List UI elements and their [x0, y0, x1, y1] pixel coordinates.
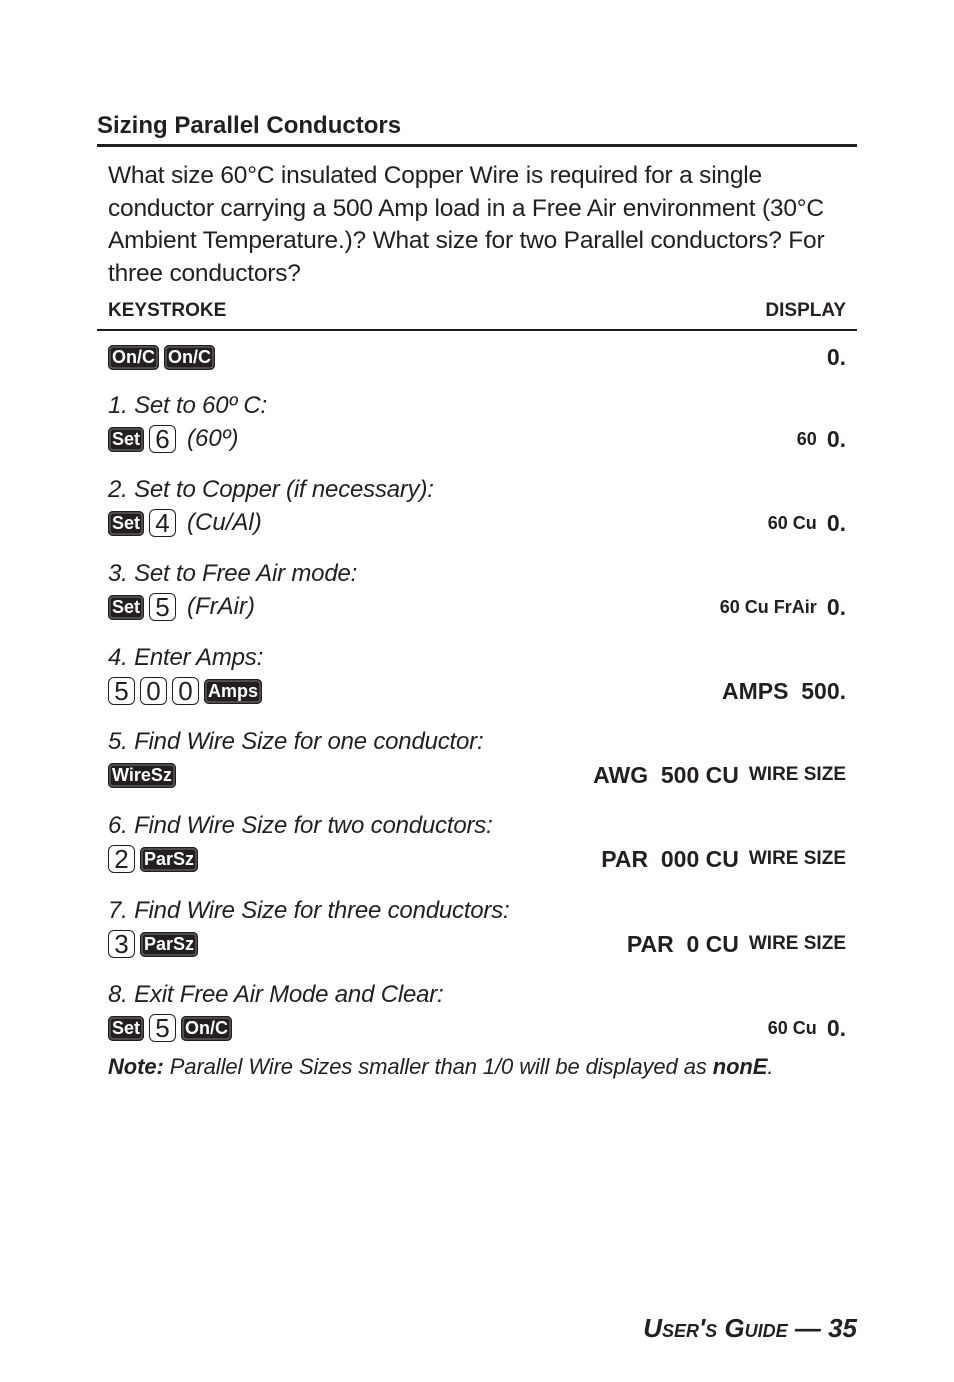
key-line — [108, 842, 846, 876]
key-digit-0: 0 — [140, 677, 167, 705]
keystroke-row — [108, 474, 846, 540]
key-line — [108, 1011, 846, 1045]
key-sequence — [108, 425, 238, 453]
key-amps: Amps — [204, 679, 262, 704]
key-sequence — [108, 509, 262, 537]
key-digit-3: 3 — [108, 930, 135, 958]
key-set: Set — [108, 595, 144, 620]
key-parsz: ParSz — [140, 847, 198, 872]
key-line — [108, 422, 846, 456]
display-value: AWG 500 CU — [593, 761, 739, 788]
key-line — [108, 506, 846, 540]
display-readout — [627, 927, 846, 961]
keystroke-row — [108, 810, 846, 876]
step-label: 2. Set to Copper (if necessary): — [108, 476, 434, 503]
key-note: (FrAir) — [187, 593, 255, 620]
key-line — [108, 674, 846, 708]
keystroke-row — [108, 895, 846, 961]
footnote-prefix: Note: — [108, 1054, 164, 1079]
key-line — [108, 590, 846, 624]
key-set: Set — [108, 1016, 144, 1041]
step-label: 3. Set to Free Air mode: — [108, 560, 358, 587]
key-sequence — [108, 1014, 232, 1042]
step-label: 8. Exit Free Air Mode and Clear: — [108, 981, 444, 1008]
display-readout — [768, 1011, 846, 1045]
display-readout — [722, 674, 846, 708]
display-readout — [797, 422, 846, 456]
display-readout — [768, 506, 846, 540]
key-on-c: On/C — [181, 1016, 232, 1041]
question-text: What size 60°C insulated Copper Wire is required for a single conductor carrying a 500 Amp load in a Free Air environment (30°C Ambient Temperature.)? What size for two Parallel conductors? For three conductors? — [108, 162, 825, 287]
key-digit-6: 6 — [149, 425, 176, 453]
key-line — [108, 758, 846, 792]
keystroke-row — [108, 726, 846, 792]
keystroke-row — [108, 642, 846, 708]
display-readout — [601, 842, 846, 876]
key-set: Set — [108, 427, 144, 452]
step-label: 7. Find Wire Size for three conductors: — [108, 897, 510, 924]
display-value: AMPS 500. — [722, 677, 846, 704]
key-set: Set — [108, 511, 144, 536]
key-sequence — [108, 930, 198, 958]
display-wire-size-label: WIRE SIZE — [748, 848, 846, 869]
display-value: 0. — [826, 425, 846, 452]
footnote-suffix: . — [767, 1054, 774, 1079]
key-line — [108, 927, 846, 961]
keystroke-row — [108, 558, 846, 624]
display-wire-size-label: WIRE SIZE — [748, 933, 846, 954]
keystroke-row — [108, 979, 846, 1045]
display-readout — [720, 590, 846, 624]
title-divider — [97, 144, 857, 147]
section-title: Sizing Parallel Conductors — [97, 112, 402, 139]
footnote-value: nonE — [712, 1054, 768, 1079]
key-sequence — [108, 763, 176, 788]
page-footer: User's Guide — 35 — [643, 1313, 857, 1343]
key-note: (Cu/Al) — [187, 509, 262, 536]
key-digit-4: 4 — [149, 509, 176, 537]
display-indicator: 60 Cu FrAir — [719, 596, 817, 617]
display-value: 0. — [826, 343, 846, 370]
footnote-text: Parallel Wire Sizes smaller than 1/0 will be displayed as — [163, 1054, 713, 1079]
keystroke-column-header: KEYSTROKE — [108, 300, 227, 321]
keystroke-row — [108, 390, 846, 456]
display-value: PAR 000 CU — [601, 845, 739, 872]
key-digit-5: 5 — [149, 593, 176, 621]
display-indicator: 60 Cu — [767, 512, 817, 533]
key-wiresz: WireSz — [108, 763, 176, 788]
key-line — [108, 340, 846, 374]
step-label: 4. Enter Amps: — [108, 644, 264, 671]
display-value: PAR 0 CU — [626, 930, 739, 957]
key-sequence — [108, 845, 198, 873]
key-digit-0: 0 — [172, 677, 199, 705]
display-indicator: 60 Cu — [767, 1017, 817, 1038]
key-parsz: ParSz — [140, 932, 198, 957]
display-indicator: 60 — [796, 428, 817, 449]
step-label: 1. Set to 60º C: — [108, 392, 267, 419]
step-label: 6. Find Wire Size for two conductors: — [108, 812, 493, 839]
display-wire-size-label: WIRE SIZE — [748, 764, 846, 785]
keystroke-row — [108, 340, 846, 374]
key-sequence — [108, 677, 262, 705]
footnote — [108, 1054, 773, 1080]
display-readout — [827, 340, 846, 374]
key-sequence — [108, 593, 255, 621]
display-value: 0. — [826, 1014, 846, 1041]
key-on-c: On/C — [164, 345, 215, 370]
key-digit-5: 5 — [108, 677, 135, 705]
display-value: 0. — [826, 593, 846, 620]
key-digit-2: 2 — [108, 845, 135, 873]
display-column-header: DISPLAY — [765, 300, 846, 321]
key-sequence — [108, 345, 215, 370]
step-label: 5. Find Wire Size for one conductor: — [108, 728, 484, 755]
header-divider — [97, 329, 857, 331]
display-readout — [593, 758, 846, 792]
key-on-c: On/C — [108, 345, 159, 370]
key-digit-5: 5 — [149, 1014, 176, 1042]
display-value: 0. — [826, 509, 846, 536]
key-note: (60º) — [187, 425, 239, 452]
